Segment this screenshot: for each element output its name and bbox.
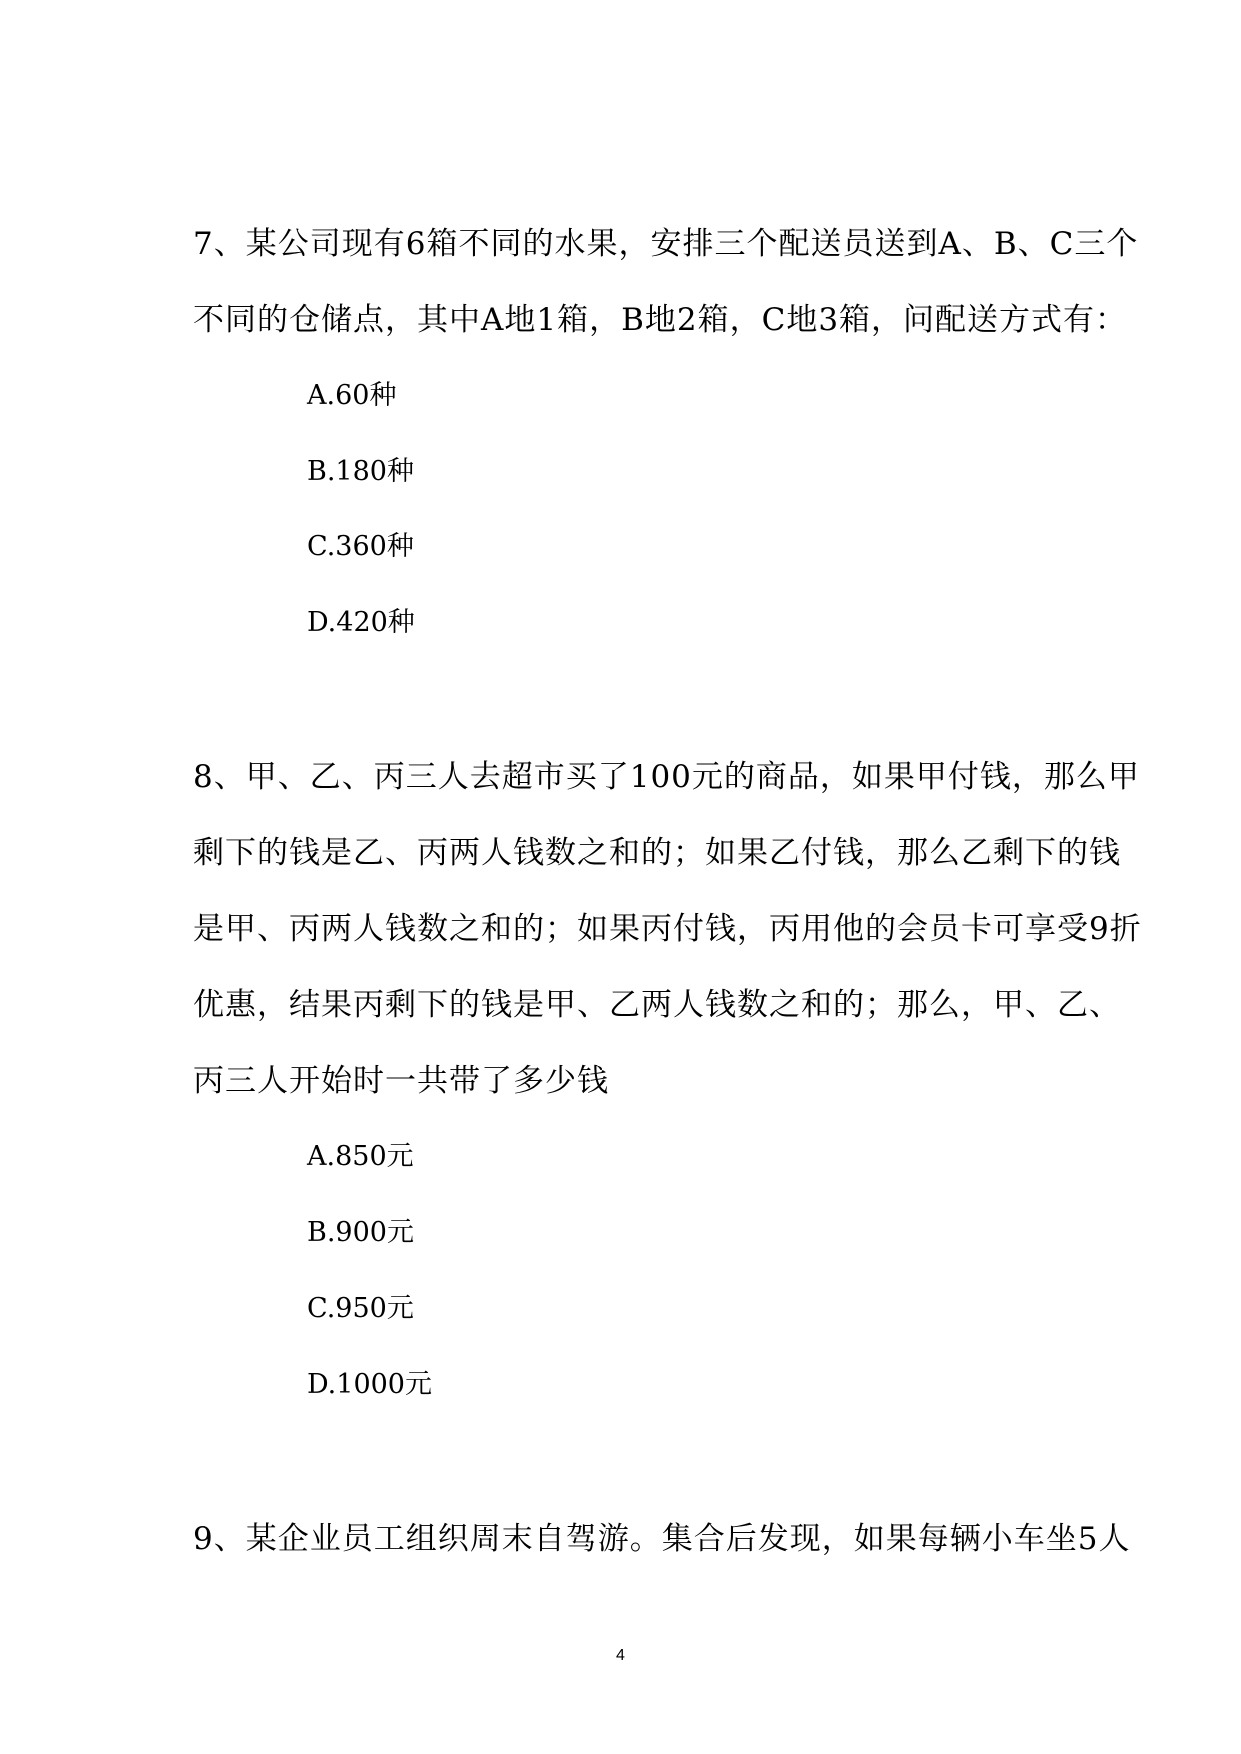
question-8-line-2: 剩下的钱是乙、丙两人钱数之和的；如果乙付钱，那么乙剩下的钱 — [193, 835, 1121, 871]
question-9-line-1: 9、某企业员工组织周末自驾游。集合后发现，如果每辆小车坐5人 — [193, 1521, 1131, 1557]
question-8-line-3: 是甲、丙两人钱数之和的；如果丙付钱，丙用他的会员卡可享受9折 — [193, 911, 1142, 947]
question-8-option-c: C.950元 — [307, 1293, 414, 1324]
question-8-option-a: A.850元 — [307, 1141, 414, 1172]
question-7-option-c: C.360种 — [307, 531, 414, 562]
question-7-option-a: A.60种 — [307, 380, 397, 411]
question-7-line-1: 7、某公司现有6箱不同的水果，安排三个配送员送到A、B、C三个 — [193, 226, 1139, 262]
question-7-option-d: D.420种 — [307, 607, 415, 638]
question-8-line-1: 8、甲、乙、丙三人去超市买了100元的商品，如果甲付钱，那么甲 — [193, 759, 1140, 795]
question-8-option-d: D.1000元 — [307, 1369, 432, 1400]
question-7-option-b: B.180种 — [307, 456, 414, 487]
page-number: 4 — [616, 1647, 625, 1664]
question-8-option-b: B.900元 — [307, 1217, 414, 1248]
question-7-line-2: 不同的仓储点，其中A地1箱，B地2箱，C地3箱，问配送方式有： — [193, 302, 1128, 338]
question-8-line-5: 丙三人开始时一共带了多少钱 — [193, 1063, 609, 1099]
question-8-line-4: 优惠，结果丙剩下的钱是甲、乙两人钱数之和的；那么，甲、乙、 — [193, 987, 1121, 1023]
